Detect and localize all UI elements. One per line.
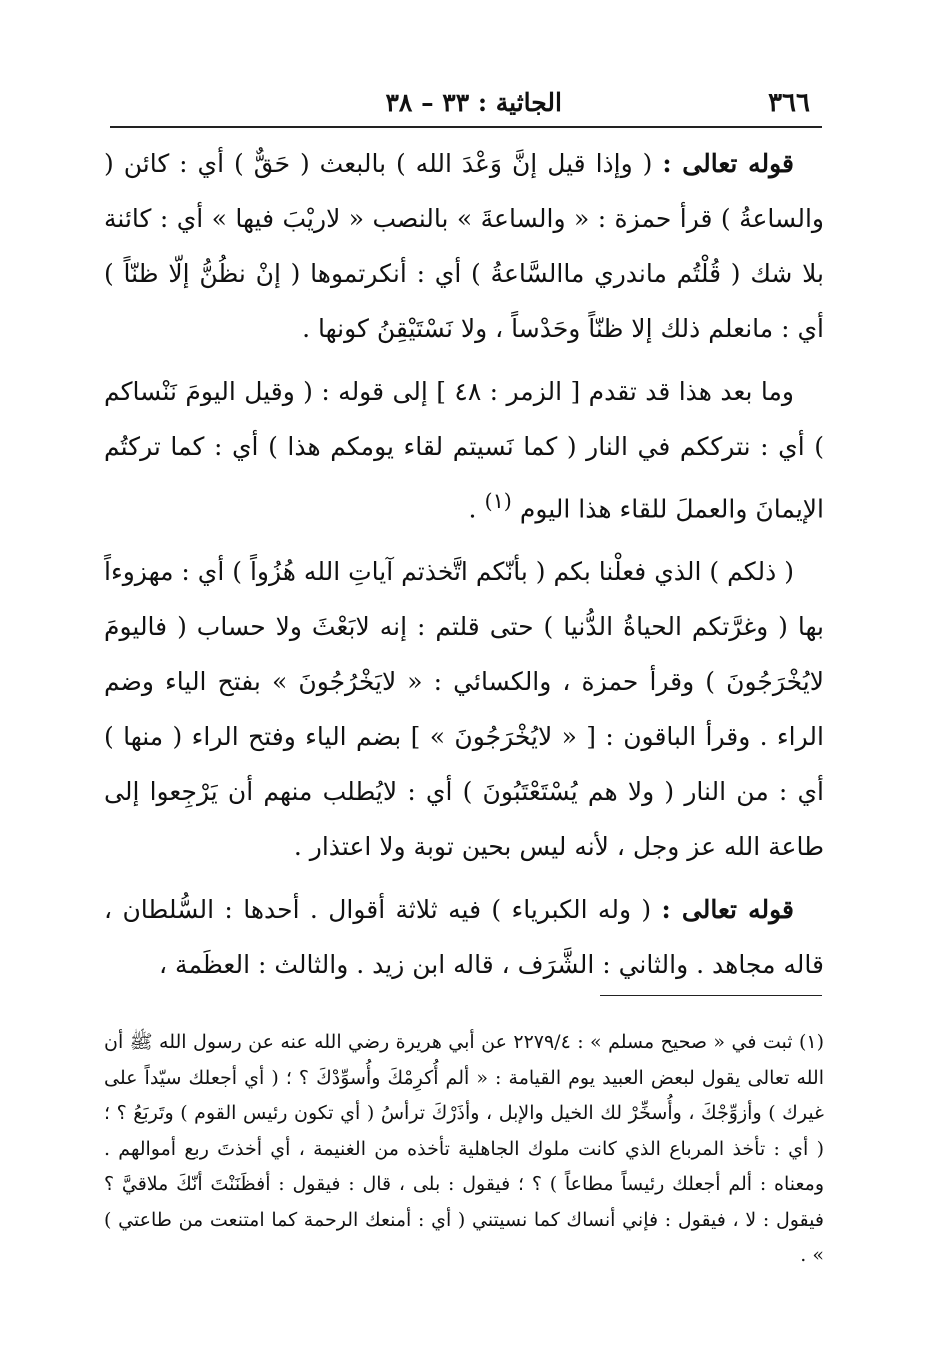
paragraph-end: . [468, 494, 477, 524]
page-header [110, 82, 822, 122]
paragraph-text: ( وله الكبرياء ) فيه ثلاثة أقوال . أحدها : السُّلطان ، قاله مجاهد . والثاني : الشَّرَف ، قاله ابن زيد . والثالث : العظَمة ، [104, 895, 824, 980]
paragraph-3 [104, 544, 824, 874]
paragraph-lead: قوله تعالى : [661, 895, 794, 925]
paragraph-1 [104, 136, 824, 356]
paragraph-text: ( وإذا قيل إنَّ وَعْدَ الله ) بالبعث ( حَقٌّ ) أي : كائن ( والساعةُ ) قرأ حمزة : « والساعةَ » بالنصب « لاريْبَ فيها » أي : كائنة بلا شك ( قُلْتُم ماندري ماالسَّاعةُ ) أي : أنكرتموها ( إنْ نظُنُّ إلّا ظنّاً ) أي : مانعلم ذلك إلا ظنّاً وحَدْساً ، ولا نَسْتَيْقِنُ كونها . [104, 149, 824, 343]
footnote-reference: (١) [484, 489, 512, 513]
footnote-rule [600, 995, 822, 996]
page-number: ٣٦٦ [768, 88, 810, 118]
main-text [104, 136, 824, 1000]
running-title: الجاثية : ٣٣ – ٣٨ [385, 88, 562, 117]
footnotes [104, 1025, 824, 1274]
paragraph-lead: قوله تعالى : [662, 149, 794, 178]
paragraph-4 [104, 882, 824, 992]
paragraph-text: وما بعد هذا قد تقدم [ الزمر : ٤٨ ] إلى قوله : ( وقيل اليومَ نَنْساكم ) أي : نترككم في النار ( كما نَسيتم لقاء يومكم هذا ) أي : كما تركتُم الإيمانَ والعملَ للقاء هذا اليوم [104, 377, 824, 524]
header-rule [110, 126, 822, 128]
paragraph-2 [104, 364, 824, 536]
paragraph-text: ( ذلكم ) الذي فعلْنا بكم ( بأنّكم اتَّخذتم آياتِ الله هُزُواً ) أي : مهزوءاً بها ( وغرَّتكم الحياةُ الدُّنيا ) حتى قلتم : إنه لابَعْثَ ولا حساب ( فاليومَ لايُخْرَجُونَ ) وقرأ حمزة ، والكسائي : « لايَخْرُجُونَ » بفتح الياء وضم الراء . وقرأ الباقون : [ « لايُخْرَجُونَ » ] بضم الياء وفتح الراء ( منها ) أي : من النار ( ولا هم يُسْتَعْتَبُونَ ) أي : لايُطلب منهم أن يَرْجِعوا إلى طاعة الله عز وجل ، لأنه ليس بحين توبة ولا اعتذار . [104, 557, 824, 862]
footnote-1: (١) ثبت في « صحيح مسلم » : ٢٢٧٩/٤ عن أبي هريرة رضي الله عنه عن رسول الله ﷺ أن الله تعالى يقول لبعض العبيد يوم القيامة : « ألم أُكرِمْكَ وأُسوِّدْكَ ؟ ؛ ( أي أجعلك سيّداً على غيرك ) وأزوِّجْكَ ، وأُسخِّرْ لك الخيل والإبل ، وأذَرْكَ ترأسُ ( أي تكون رئيس القوم ) وتَربَعُ ؟ ؛ ( أي : تأخذ المرباع الذي كانت ملوك الجاهلية تأخذه من الغنيمة ، أي أخذتَ ربع أموالهم . ومعناه : ألم أجعلك رئيساً مطاعاً ) ؟ ؛ فيقول : بلى ، قال : فيقول : أفظَنَنْتَ أنّكَ ملاقيَّ ؟ فيقول : لا ، فيقول : فإني أنساك كما نسيتني ( أي : أمنعك الرحمة كما امتنعت من طاعتي ) » . [104, 1031, 824, 1266]
